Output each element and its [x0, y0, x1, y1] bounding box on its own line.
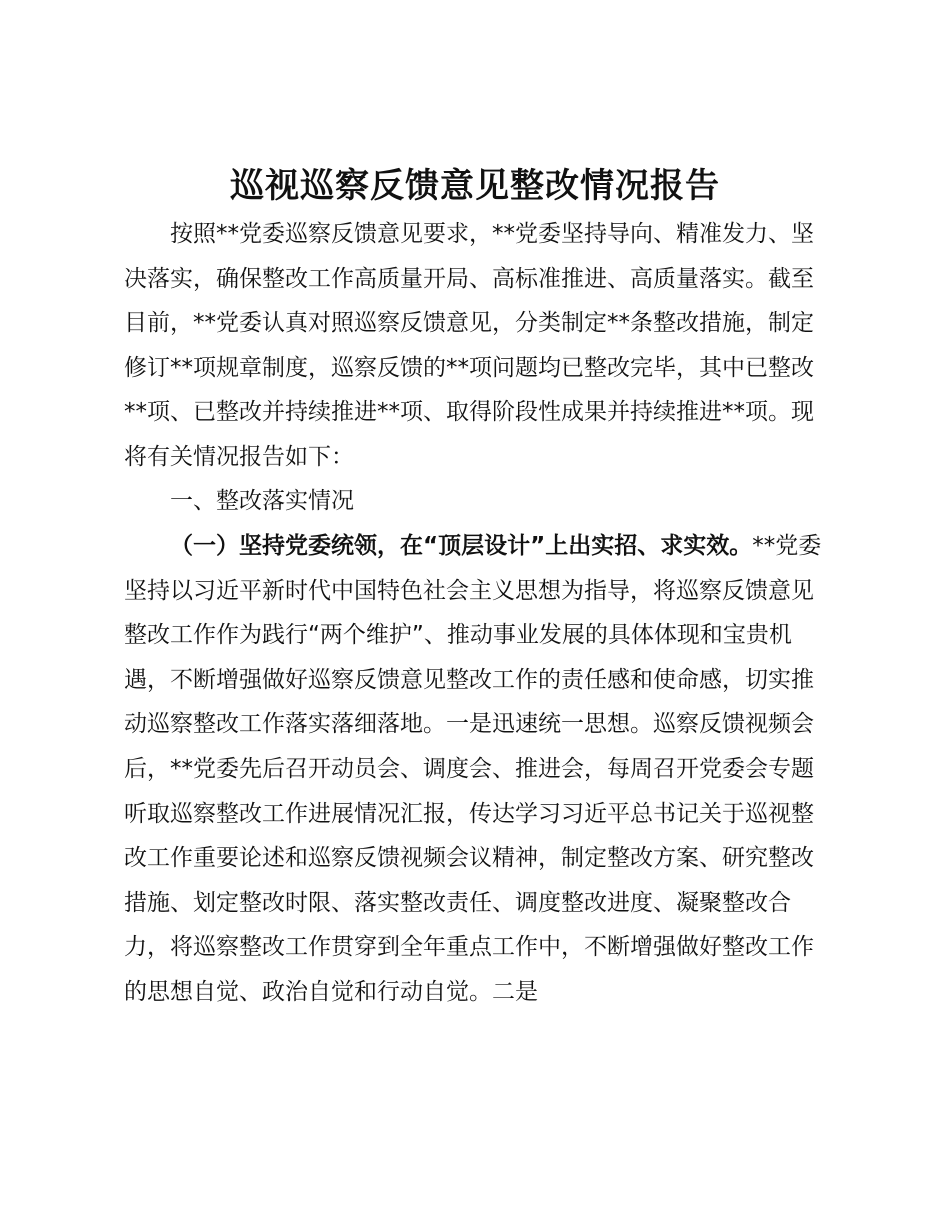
section-heading: 一、整改落实情况 — [170, 488, 354, 514]
section-heading-block — [124, 479, 836, 524]
document-title: 巡视巡察反馈意见整改情况报告 — [230, 166, 720, 206]
intro-paragraph: 按照**党委巡察反馈意见要求，**党委坚持导向、精准发力、坚决落实，确保整改工作高质量开局、高标准推进、高质量落实。截至目前，**党委认真对照巡察反馈意见，分类制定**条整改措施，制定修订**项规章制度，巡察反馈的**项问题均已整改完毕，其中已整改**项、已整改并持续推进**项、取得阶段性成果并持续推进**项。现将有关情况报告如下： — [124, 221, 814, 470]
subsection-body: **党委坚持以习近平新时代中国特色社会主义思想为指导，将巡察反馈意见整改工作作为践行“两个维护”、推动事业发展的具体体现和宝贵机遇，不断增强做好巡察反馈意见整改工作的责任感和使命感，切实推动巡察整改工作落实落细落地。一是迅速统一思想。巡察反馈视频会后，**党委先后召开动员会、调度会、推进会，每周召开党委会专题听取巡察整改工作进展情况汇报，传达学习习近平总书记关于巡视整改工作重要论述和巡察反馈视频会议精神，制定整改方案、研究整改措施、划定整改时限、落实整改责任、调度整改进度、凝聚整改合力，将巡察整改工作贯穿到全年重点工作中，不断增强做好整改工作的思想自觉、政治自觉和行动自觉。二是 — [124, 533, 822, 1005]
subsection-paragraph-block — [124, 524, 836, 1015]
subsection-lead: （一）坚持党委统领，在“顶层设计”上出实招、求实效。 — [170, 533, 753, 559]
subsection-paragraph — [124, 524, 836, 1015]
intro-paragraph-block — [124, 212, 836, 480]
